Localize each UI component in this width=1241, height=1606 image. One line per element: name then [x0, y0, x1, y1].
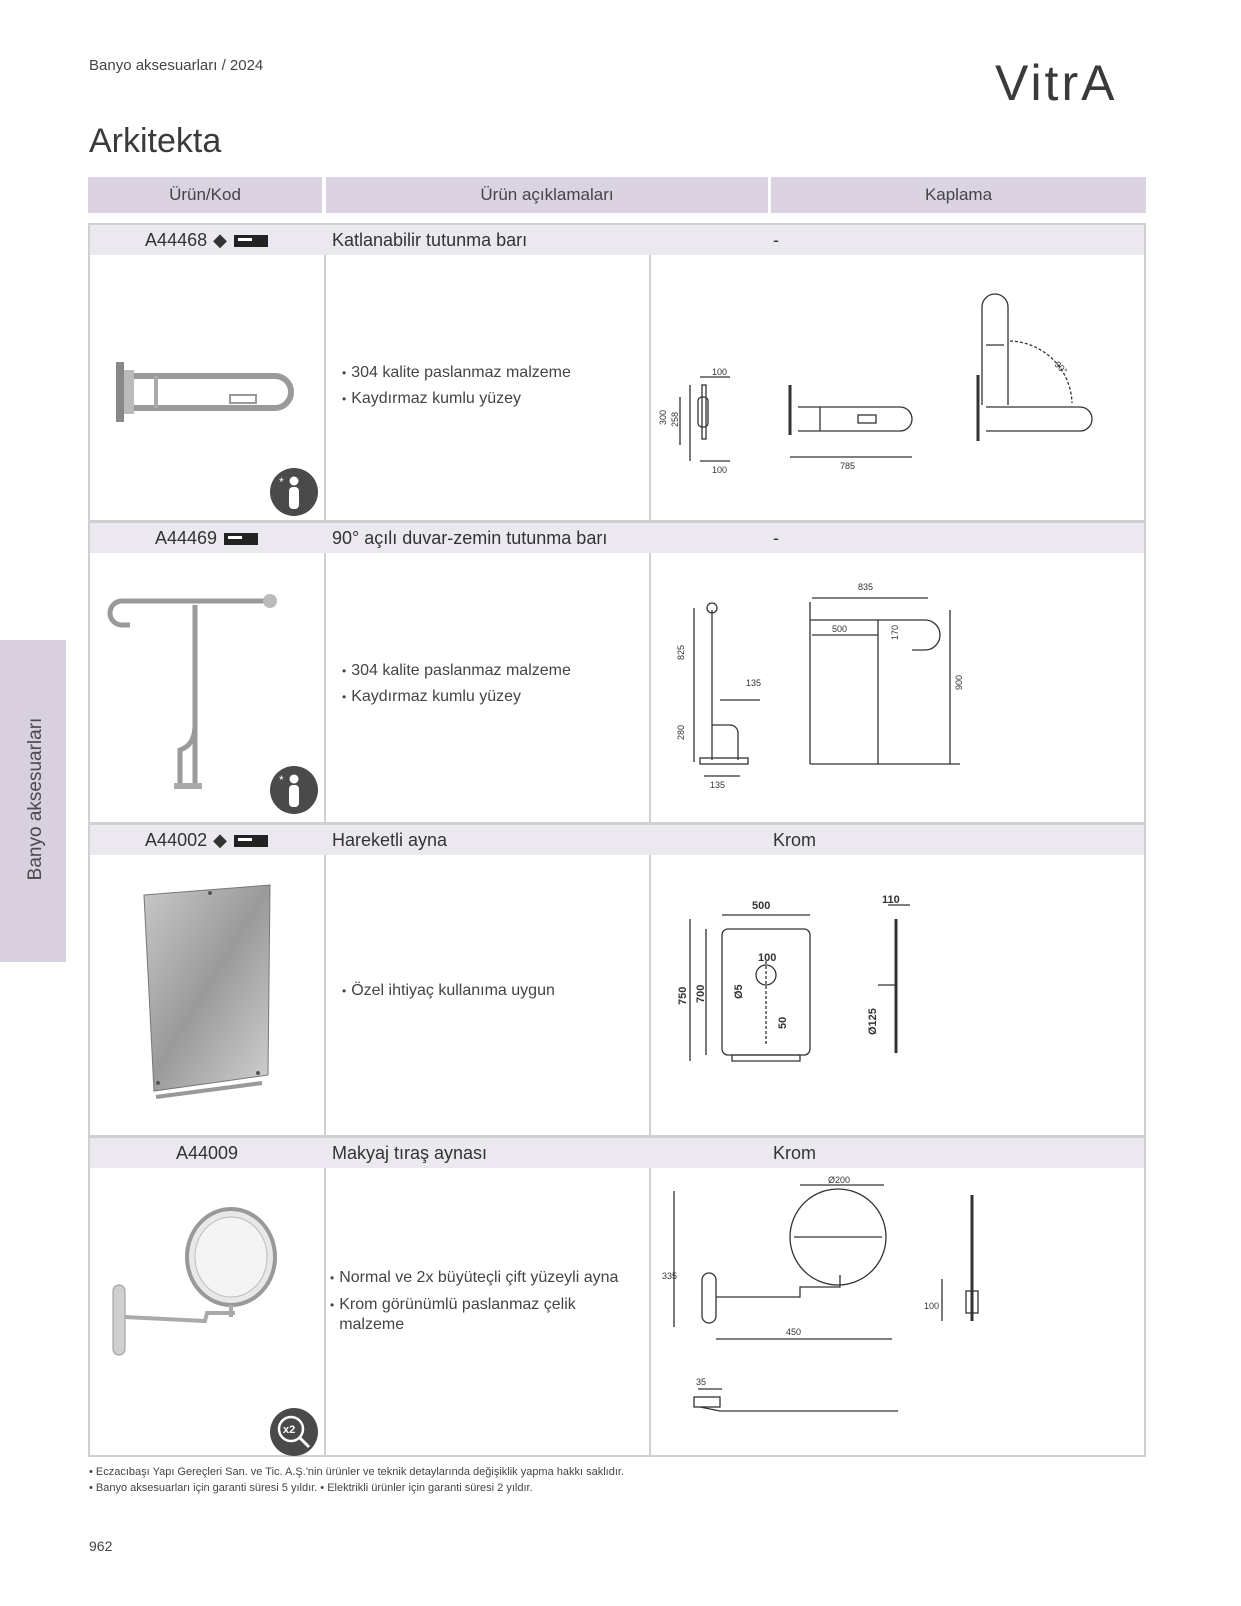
svg-text:x2: x2 [283, 1424, 296, 1436]
product-finish: Krom [773, 1142, 817, 1163]
product-row-header [90, 1138, 1144, 1168]
diamond-icon: ◆ [213, 829, 227, 850]
product-image-tilting-mirror [130, 885, 290, 1115]
feature-item: • Özel ihtiyaç kullanıma uygun [342, 982, 555, 999]
feature-item: • Kaydırmaz kumlu yüzey [342, 688, 522, 705]
svg-text:825: 825 [676, 644, 686, 660]
svg-text:135: 135 [746, 678, 762, 688]
product-code-cell [90, 230, 324, 251]
technical-drawing-folding-bar [660, 285, 1140, 485]
svg-text:450: 450 [786, 1327, 802, 1337]
svg-text:280: 280 [676, 724, 686, 740]
svg-text:Ø5: Ø5 [733, 984, 745, 999]
svg-text:50: 50 [777, 1016, 789, 1029]
svg-text:110: 110 [882, 894, 900, 906]
magnifier-badge-icon [270, 1408, 318, 1456]
product-features [330, 1265, 645, 1335]
product-code: A44009 [175, 1142, 239, 1163]
feature-item: • Krom görünümlü paslanmaz çelik malzeme [330, 1296, 576, 1333]
feature-item: • 304 kalite paslanmaz malzeme [342, 364, 571, 381]
column-divider [649, 553, 651, 823]
header-description: Ürün açıklamaları [326, 177, 768, 213]
product-finish: - [773, 527, 779, 548]
svg-text:700: 700 [695, 984, 707, 1003]
product-code: A44002 [145, 829, 208, 850]
svg-text:500: 500 [832, 624, 848, 634]
svg-text:135: 135 [710, 780, 726, 790]
product-row-header [90, 225, 1144, 255]
product-image-makeup-mirror [105, 1205, 295, 1375]
product-row-header [90, 523, 1144, 553]
diamond-icon: ◆ [213, 229, 227, 250]
package-icon [233, 832, 269, 848]
svg-text:90°: 90° [1052, 359, 1070, 377]
column-divider [649, 855, 651, 1135]
product-features [342, 360, 642, 412]
feature-item: • Kaydırmaz kumlu yüzey [342, 390, 522, 407]
package-icon [223, 530, 259, 546]
product-features [342, 658, 642, 710]
product-name: Katlanabilir tutunma barı [332, 229, 528, 250]
svg-text:VitrA: VitrA [995, 55, 1118, 111]
technical-drawing-makeup-mirror [660, 1175, 1000, 1445]
package-icon [233, 232, 269, 248]
product-name: Hareketli ayna [332, 829, 448, 850]
product-code-cell [90, 1143, 324, 1164]
product-row-header [90, 825, 1144, 855]
page-number: 962 [89, 1538, 113, 1554]
svg-text:750: 750 [677, 986, 689, 1005]
svg-text:100: 100 [924, 1301, 940, 1311]
feature-item: • Normal ve 2x büyüteçli çift yüzeyli ayna [330, 1269, 619, 1286]
product-finish: Krom [773, 829, 817, 850]
technical-drawing-floor-wall-bar [660, 580, 1020, 800]
feature-item: • 304 kalite paslanmaz malzeme [342, 662, 571, 679]
product-code: A44468 [145, 229, 208, 250]
svg-text:300: 300 [658, 409, 668, 425]
page-title: Arkitekta [89, 122, 222, 160]
breadcrumb: Banyo aksesuarları / 2024 [89, 57, 264, 74]
product-finish: - [773, 229, 779, 250]
product-features [342, 978, 642, 1004]
svg-text:*: * [279, 475, 284, 489]
svg-text:35: 35 [696, 1377, 707, 1387]
product-code-cell [90, 830, 324, 851]
svg-text:258: 258 [670, 411, 680, 427]
svg-text:Ø125: Ø125 [867, 1008, 879, 1035]
svg-text:835: 835 [858, 582, 874, 592]
vitra-logo [995, 48, 1145, 118]
product-image-folding-bar [100, 340, 300, 460]
column-divider [649, 255, 651, 520]
product-name: Makyaj tıraş aynası [332, 1142, 488, 1163]
column-divider [649, 1168, 651, 1455]
svg-text:900: 900 [954, 674, 964, 690]
header-product-code: Ürün/Kod [88, 177, 322, 213]
technical-drawing-tilting-mirror [670, 895, 970, 1080]
product-code-cell [90, 528, 324, 549]
svg-text:335: 335 [662, 1271, 678, 1281]
svg-text:170: 170 [890, 624, 900, 640]
footnote: • Eczacıbaşı Yapı Gereçleri San. ve Tic. A.Ş.'nin ürünler ve teknik detaylarında değişiklik yapma hakkı saklıdır. [89, 1466, 625, 1478]
side-tab-label: Banyo aksesuarları [25, 717, 46, 881]
footnote: • Banyo aksesuarları için garanti süresi 5 yıldır. • Elektrikli ürünler için garanti süresi 2 yıldır. [89, 1482, 533, 1494]
product-name: 90° açılı duvar-zemin tutunma barı [332, 527, 608, 548]
product-code: A44469 [154, 527, 218, 548]
svg-text:500: 500 [752, 900, 771, 912]
svg-text:100: 100 [712, 367, 728, 377]
svg-text:100: 100 [758, 952, 777, 964]
svg-text:785: 785 [840, 461, 856, 471]
accessibility-badge-icon [270, 766, 318, 814]
svg-text:*: * [279, 773, 284, 787]
svg-text:Ø200: Ø200 [828, 1175, 851, 1185]
accessibility-badge-icon [270, 468, 318, 516]
header-finish: Kaplama [771, 177, 1146, 213]
svg-text:100: 100 [712, 465, 728, 475]
